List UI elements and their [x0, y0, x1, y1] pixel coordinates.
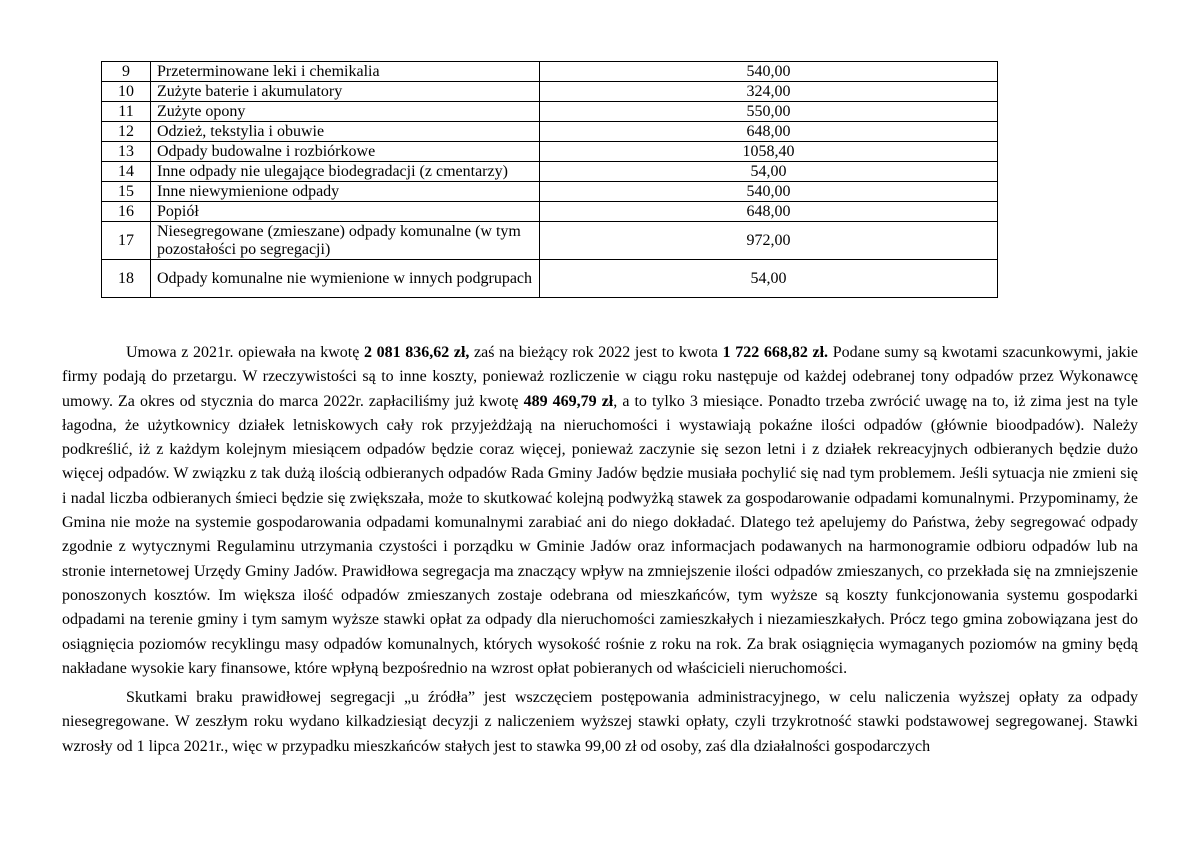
- waste-type: Zużyte baterie i akumulatory: [151, 82, 540, 102]
- waste-type: Inne niewymienione odpady: [151, 182, 540, 202]
- fee-value: 1058,40: [540, 142, 998, 162]
- fee-value: 54,00: [540, 162, 998, 182]
- paragraph-contract-amounts: [62, 341, 1138, 681]
- table-row: [102, 222, 998, 260]
- waste-type: Popiół: [151, 202, 540, 222]
- row-number: 10: [102, 82, 151, 102]
- fee-value: 540,00: [540, 182, 998, 202]
- row-number: 15: [102, 182, 151, 202]
- row-number: 11: [102, 102, 151, 122]
- amount-paid: 489 469,79 zł: [523, 392, 614, 410]
- table-row: [102, 142, 998, 162]
- table-row: [102, 62, 998, 82]
- row-number: 12: [102, 122, 151, 142]
- waste-type: Odpady komunalne nie wymienione w innych podgrupach: [151, 260, 540, 298]
- fee-value: 324,00: [540, 82, 998, 102]
- waste-type: Odpady budowalne i rozbiórkowe: [151, 142, 540, 162]
- paragraph-text: Umowa z 2021r. opiewała na kwotę: [126, 344, 364, 361]
- row-number: 13: [102, 142, 151, 162]
- row-number: 9: [102, 62, 151, 82]
- fee-value: 648,00: [540, 122, 998, 142]
- waste-fees-table: [101, 61, 998, 298]
- waste-type: Przeterminowane leki i chemikalia: [151, 62, 540, 82]
- row-number: 17: [102, 222, 151, 260]
- table-row: [102, 82, 998, 102]
- fee-value: 540,00: [540, 62, 998, 82]
- fee-value: 54,00: [540, 260, 998, 298]
- waste-type: Odzież, tekstylia i obuwie: [151, 122, 540, 142]
- paragraph-text: , a to tylko 3 miesiące. Ponadto trzeba zwrócić uwagę na to, iż zima jest na tyle łagodna, że użytkownicy działek letniskowych cały rok przyjeżdżają na nieruchomości i wystawiają pokaźne ilości odpadów (głównie bioodpadów). Należy podkreślić, iż z każdym kolejnym miesiącem odpadów będzie coraz więcej, ponieważ zaczynie się sezon letni i z działek rekreacyjnych odbieranych będzie dużo więcej odpadów. W związku z tak dużą ilością odbieranych odpadów Rada Gminy Jadów będzie musiała pochylić się nad tym problemem. Jeśli sytuacja nie zmieni się i nadal liczba odbieranych śmieci będzie się zwiększała, może to skutkować kolejną podwyżką stawek za gospodarowanie odpadami komunalnymi. Przypominamy, że Gmina nie może na systemie gospodarowania odpadami komunalnymi zarabiać ani do niego dokładać. Dlatego też apelujemy do Państwa, żeby segregować odpady zgodnie z wytycznymi Regulaminu utrzymania czystości i porządku w Gminie Jadów oraz informacjach podawanych na harmonogramie odbioru odpadów lub na stronie internetowej Urzędy Gminy Jadów. Prawidłowa segregacja ma znaczący wpływ na zmniejszenie ilości odpadów zmieszanych, co przekłada się na zmniejszenie ponoszonych kosztów. Im większa ilość odpadów zmieszanych zostaje odebrana od mieszkańców, tym wyższe są koszty funkcjonowania systemu gospodarki odpadami na terenie gminy i tym samym wyższe stawki opłat za odpady dla nieruchomości zamieszkałych i niezamieszkałych. Prócz tego gmina zobowiązana jest do osiągnięcia poziomów recyklingu masy odpadów komunalnych, których wysokość rośnie z roku na rok. Za brak osiągnięcia wymaganych poziomów na gminy będą nakładane wysokie kary finansowe, które wpłyną bezpośrednio na wzrost opłat pobieranych od właścicieli nieruchomości.: [62, 392, 1139, 677]
- table-row: [102, 260, 998, 298]
- row-number: 18: [102, 260, 151, 298]
- table-row: [102, 102, 998, 122]
- paragraph-segregation-consequences: Skutkami braku prawidłowej segregacji „u źródła” jest wszczęciem postępowania administracyjnego, w celu naliczenia wyższej opłaty za odpady niesegregowane. W zeszłym roku wydano kilkadziesiąt decyzji z naliczeniem wyższej stawki opłaty, czyli trzykrotność stawki podstawowej segregowanej. Stawki wzrosły od 1 lipca 2021r., więc w przypadku mieszkańców stałych jest to stawka 99,00 zł od osoby, zaś dla działalności gospodarczych: [62, 689, 1138, 755]
- waste-type: Inne odpady nie ulegające biodegradacji (z cmentarzy): [151, 162, 540, 182]
- amount-2021: 2 081 836,62 zł,: [363, 344, 470, 361]
- paragraph-text: zaś na bieżący rok 2022 jest to kwota: [469, 344, 723, 361]
- table-row: [102, 162, 998, 182]
- table-row: [102, 202, 998, 222]
- fee-value: 972,00: [540, 222, 998, 260]
- waste-type: Niesegregowane (zmieszane) odpady komunalne (w tym pozostałości po segregacji): [151, 222, 540, 260]
- table-row: [102, 122, 998, 142]
- fee-value: 550,00: [540, 102, 998, 122]
- waste-type: Zużyte opony: [151, 102, 540, 122]
- amount-2022: 1 722 668,82 zł.: [722, 344, 829, 361]
- table-row: [102, 182, 998, 202]
- row-number: 16: [102, 202, 151, 222]
- fee-value: 648,00: [540, 202, 998, 222]
- paragraph-text: Podane sumy są kwotami szacunkowymi, jakie firmy podają do przetargu. W rzeczywistości są to inne koszty, ponieważ rozliczenie w ciągu roku następuje od każdej odebranej tony odpadów przez Wykonawcę umowy. Za okres od stycznia do marca 2022r. zapłaciliśmy już kwotę: [62, 344, 1139, 410]
- row-number: 14: [102, 162, 151, 182]
